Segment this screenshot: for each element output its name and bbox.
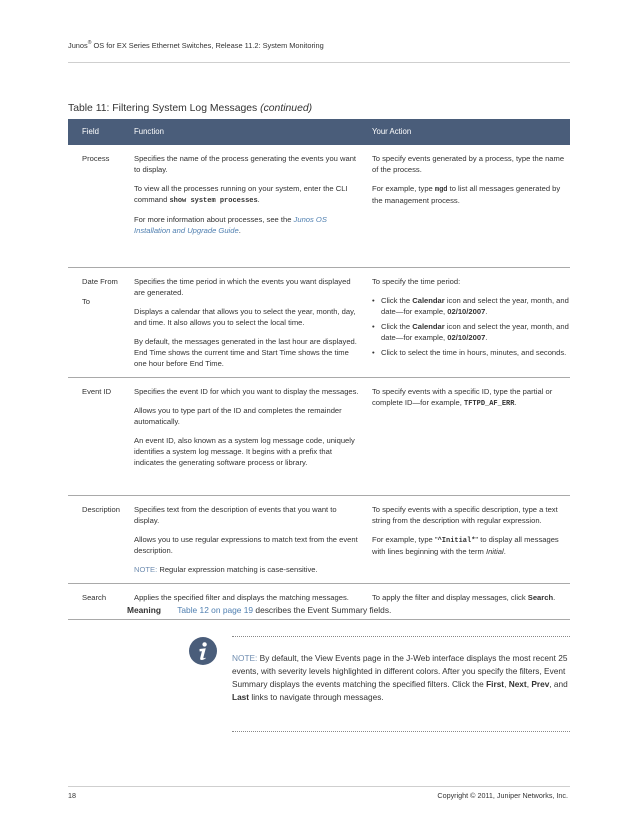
note-box: [232, 636, 570, 732]
installation-guide-link[interactable]: Junos OS Installation and Upgrade Guide: [134, 215, 327, 236]
field-cell: Description: [68, 495, 124, 583]
running-header: Junos® OS for EX Series Ethernet Switches, Release 11.2: System Monitoring: [68, 40, 324, 50]
column-header-action: Your Action: [362, 119, 570, 145]
table-title: Table 11: Filtering System Log Messages (continued): [68, 103, 313, 114]
table-row: [68, 145, 570, 267]
action-cell: To specify the time period: • Click the Calendar icon and select the year, month, and date—for example, 02/10/2007. • Click the Calendar icon and select the year, month, and date—for example, 02/10/2007. • Click to select the time in hours, minutes, and seconds.: [362, 267, 570, 377]
action-cell: To specify events with a specific description, type a text string from the description with regular expression. For example, type "^Initial*" to display all messages with lines beginning with the term Initial.: [362, 495, 570, 583]
list-item: • Click the Calendar icon and select the year, month, and date—for example, 02/10/2007.: [372, 295, 570, 317]
list-item: • Click to select the time in hours, minutes, and seconds.: [372, 347, 570, 358]
note-text: NOTE: By default, the View Events page in the J-Web interface displays the most recent 25 events, with severity levels highlighted in different colors. After you specify the filters, Event Summary displays the events matching the specified filters. Click the First, Next, Prev, and Last links to navigate through messages.: [232, 653, 568, 703]
table-row: [68, 377, 570, 495]
field-cell: Search: [68, 583, 124, 619]
meaning-label: Meaning: [127, 605, 161, 615]
header-rule: [68, 62, 570, 63]
list-item: • Click the Calendar icon and select the year, month, and date—for example, 02/10/2007.: [372, 321, 570, 343]
copyright-notice: Copyright © 2011, Juniper Networks, Inc.: [437, 791, 568, 800]
function-cell: Specifies the name of the process generating the events you want to display. To view all the processes running on your system, enter the CLI command show system processes. For more information about processes, see the Junos OS Installation and Upgrade Guide.: [124, 145, 362, 267]
filter-table: [68, 119, 570, 620]
note-top-rule: [232, 636, 570, 637]
table-header-row: [68, 119, 570, 145]
table-row: [68, 267, 570, 377]
meaning-paragraph: Meaning Table 12 on page 19 describes the Event Summary fields.: [127, 605, 392, 615]
footer-rule: [68, 786, 570, 787]
action-bullet-list: [372, 295, 570, 358]
column-header-field: Field: [68, 119, 124, 145]
action-cell: To specify events with a specific ID, type the partial or complete ID—for example, TFTPD_AF_ERR.: [362, 377, 570, 495]
action-cell: To specify events generated by a process, type the name of the process. For example, type mgd to list all messages generated by the management process.: [362, 145, 570, 267]
function-cell: Applies the specified filter and displays the matching messages.: [124, 583, 362, 619]
table-12-link[interactable]: Table 12 on page 19: [177, 605, 254, 615]
function-cell: Specifies text from the description of events that you want to display. Allows you to use regular expressions to match text from the event description. NOTE: Regular expression matching is case-sensitive.: [124, 495, 362, 583]
function-cell: Specifies the event ID for which you want to display the messages. Allows you to type part of the ID and completes the remainder automatically. An event ID, also known as a system log message code, uniquely identifies a system log message. It begins with a prefix that indicates the generating software process or library.: [124, 377, 362, 495]
field-cell: Event ID: [68, 377, 124, 495]
note-bottom-rule: [232, 731, 570, 732]
table-row: [68, 495, 570, 583]
page-number: 18: [68, 791, 76, 800]
action-cell: To apply the filter and display messages, click Search.: [362, 583, 570, 619]
info-icon: [188, 636, 218, 666]
function-cell: Specifies the time period in which the events you want displayed are generated. Displays a calendar that allows you to select the year, month, day, and time. It also allows you to select the local time. By default, the messages generated in the last hour are displayed. End Time shows the current time and Start Time shows the time one hour before End Time.: [124, 267, 362, 377]
field-cell: Process: [68, 145, 124, 267]
field-cell: Date From To: [68, 267, 124, 377]
column-header-function: Function: [124, 119, 362, 145]
